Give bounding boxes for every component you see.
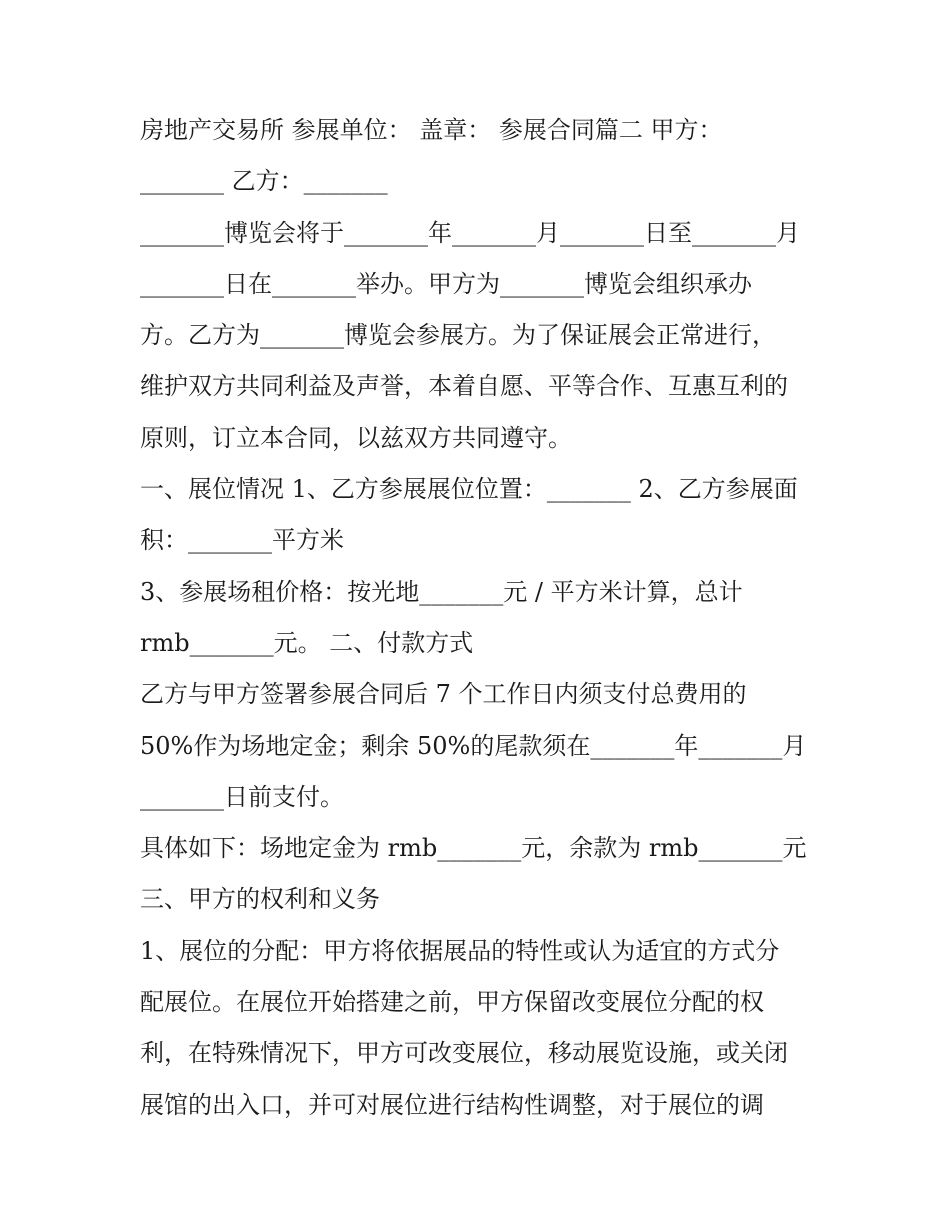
text-line: 利，在特殊情况下，甲方可改变展位，移动展览设施，或关闭 [140,1039,788,1068]
document-body [140,105,820,1131]
text-line: 50%作为场地定金；剩余 50%的尾款须在_______年_______月 [140,731,807,760]
text-line: 展馆的出入口，并可对展位进行结构性调整，对于展位的调 [140,1090,764,1119]
text-line: 3、参展场租价格：按光地_______元 / 平方米计算，总计 [140,577,743,606]
text-line: 1、展位的分配：甲方将依据展品的特性或认为适宜的方式分 [140,936,780,965]
text-line: 三、甲方的权利和义务 [140,885,380,914]
text-line: 房地产交易所 参展单位： 盖章： 参展合同篇二 甲方： [140,116,723,144]
text-line: _______日在_______举办。甲方为_______博览会组织承办 [140,269,752,298]
text-line: _______ 乙方：_______ [140,167,388,196]
text-line: 一、展位情况 1、乙方参展展位位置：_______ 2、乙方参展面 [140,475,798,504]
text-line: _______日前支付。 [140,782,344,811]
text-line: 积：_______平方米 [140,526,344,555]
text-line: 具体如下：场地定金为 rmb_______元，余款为 rmb_______元 [140,834,807,863]
text-line: _______博览会将于_______年_______月_______日至_______月 [140,218,800,247]
text-line: rmb_______元。 二、付款方式 [140,628,474,657]
text-line: 维护双方共同利益及声誉，本着自愿、平等合作、互惠互利的 [140,372,788,401]
text-line: 原则，订立本合同，以兹双方共同遵守。 [140,423,572,452]
text-line: 乙方与甲方签署参展合同后 7 个工作日内须支付总费用的 [140,680,747,709]
text-line: 配展位。在展位开始搭建之前，甲方保留改变展位分配的权 [140,988,764,1017]
text-line: 方。乙方为_______博览会参展方。为了保证展会正常进行， [140,321,776,350]
